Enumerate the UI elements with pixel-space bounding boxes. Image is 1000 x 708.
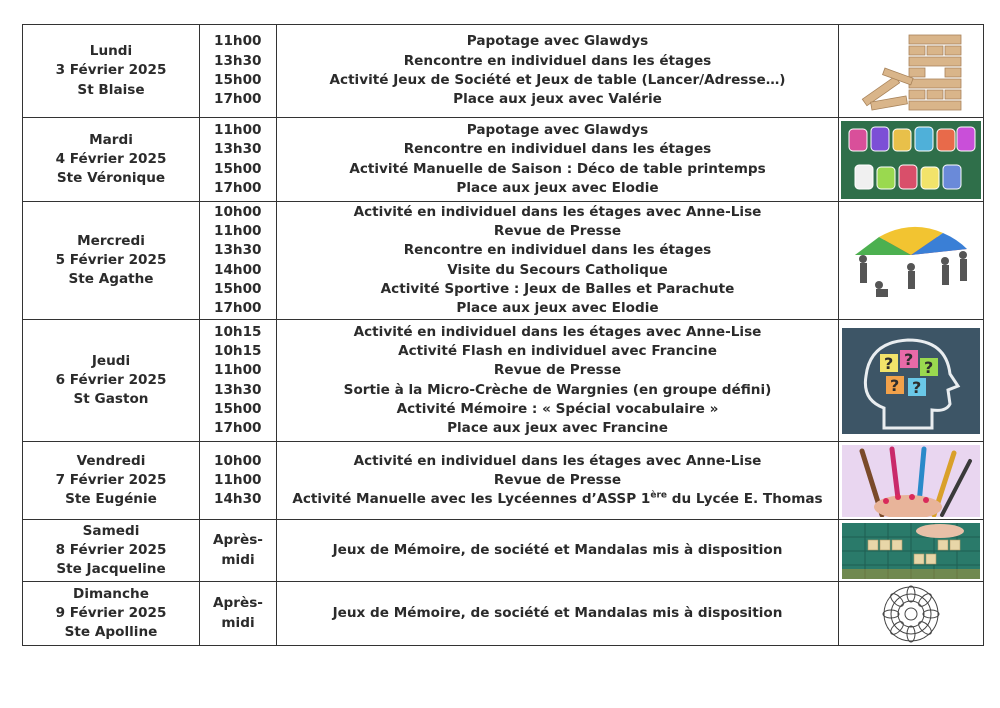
day-saint: Ste Eugénie — [65, 491, 157, 508]
table-row — [23, 442, 984, 520]
day-name: Samedi — [82, 522, 140, 539]
time-slot: 13h30 — [214, 381, 262, 398]
day-date: 4 Février 2025 — [55, 150, 167, 167]
activity-item: Revue de Presse — [493, 471, 622, 488]
time-slot: 17h00 — [214, 91, 262, 108]
time-slot: 15h00 — [214, 160, 262, 177]
times-cell — [200, 520, 277, 582]
time-slot: Après- — [213, 532, 263, 549]
time-slot: 13h30 — [214, 242, 262, 259]
activity-item: Jeux de Mémoire, de société et Mandalas mis à disposition — [332, 604, 783, 621]
day-cell — [23, 442, 200, 520]
day-saint: St Blaise — [77, 81, 145, 98]
head-question-marks-illustration — [842, 328, 980, 434]
day-saint: Ste Apolline — [64, 624, 158, 641]
image-cell — [839, 520, 984, 582]
time-slot: 10h00 — [214, 203, 262, 220]
activity-text: du Lycée E. Thomas — [667, 491, 823, 508]
activity-item: Revue de Presse — [493, 362, 622, 379]
parachute-game-photo — [849, 215, 973, 307]
times-cell — [200, 582, 277, 646]
activity-text: Activité Manuelle avec les Lycéennes d’ASSP 1 — [292, 491, 651, 508]
jenga-blocks-photo — [853, 29, 969, 113]
time-slot: 10h00 — [214, 452, 262, 469]
image-cell — [839, 442, 984, 520]
activity-item: Activité Jeux de Société et Jeux de table (Lancer/Adresse…) — [329, 72, 786, 88]
activity-item: Rencontre en individuel dans les étages — [403, 242, 712, 259]
time-slot: 11h00 — [214, 471, 262, 488]
activities-cell — [277, 520, 839, 582]
activity-item: Place aux jeux avec Elodie — [456, 179, 659, 196]
activity-item: Activité Sportive : Jeux de Balles et Parachute — [380, 280, 735, 297]
day-cell — [23, 118, 200, 202]
table-row — [23, 520, 984, 582]
table-row — [23, 582, 984, 646]
day-date: 5 Février 2025 — [55, 251, 167, 268]
paint-brushes-photo — [842, 445, 980, 517]
activity-item: Revue de Presse — [493, 222, 622, 239]
time-slot: 17h00 — [214, 179, 262, 196]
activity-item: Place aux jeux avec Elodie — [456, 300, 659, 317]
image-cell — [839, 25, 984, 118]
image-cell — [839, 582, 984, 646]
schedule-table — [22, 24, 984, 646]
activity-item: Activité Flash en individuel avec Francine — [398, 342, 717, 359]
activity-item: Jeux de Mémoire, de société et Mandalas mis à disposition — [332, 541, 783, 558]
day-saint: St Gaston — [73, 391, 149, 408]
day-date: 3 Février 2025 — [55, 62, 167, 79]
table-row — [23, 320, 984, 442]
image-cell — [839, 118, 984, 202]
activity-item: Place aux jeux avec Valérie — [453, 91, 662, 108]
image-cell — [839, 202, 984, 320]
times-cell — [200, 118, 277, 202]
activity-item — [277, 490, 838, 509]
times-cell — [200, 25, 277, 118]
time-slot: midi — [221, 614, 255, 631]
time-slot: 14h00 — [214, 261, 262, 278]
time-slot: 11h00 — [214, 33, 262, 50]
time-slot: 13h30 — [214, 141, 262, 158]
svg-text:?: ? — [884, 353, 894, 373]
activity-item: Activité en individuel dans les étages avec Anne-Lise — [353, 323, 762, 340]
day-saint: Ste Véronique — [56, 170, 166, 187]
day-name: Jeudi — [91, 352, 131, 369]
time-slot: 11h00 — [214, 222, 262, 239]
day-cell — [23, 25, 200, 118]
day-cell — [23, 520, 200, 582]
decorated-jars-photo — [841, 121, 981, 199]
activities-cell — [277, 25, 839, 118]
activity-item: Activité en individuel dans les étages avec Anne-Lise — [353, 203, 762, 220]
day-name: Lundi — [89, 43, 133, 60]
time-slot: 13h30 — [214, 52, 262, 69]
day-date: 7 Février 2025 — [55, 471, 167, 488]
activity-item: Place aux jeux avec Francine — [447, 420, 668, 437]
time-slot: 11h00 — [214, 121, 262, 138]
activities-cell — [277, 118, 839, 202]
table-row — [23, 118, 984, 202]
superscript: ère — [650, 490, 668, 501]
scrabble-board-photo — [842, 523, 980, 579]
day-saint: Ste Agathe — [68, 271, 154, 288]
activity-item: Activité Manuelle de Saison : Déco de table printemps — [349, 160, 766, 177]
svg-text:?: ? — [912, 377, 922, 397]
activities-cell — [277, 442, 839, 520]
day-name: Mardi — [89, 131, 133, 148]
time-slot: 10h15 — [214, 342, 262, 359]
time-slot: 15h00 — [214, 72, 262, 88]
day-date: 6 Février 2025 — [55, 371, 167, 388]
day-cell — [23, 320, 200, 442]
times-cell — [200, 202, 277, 320]
time-slot: 14h30 — [214, 491, 262, 508]
day-date: 8 Février 2025 — [55, 541, 167, 558]
activities-cell — [277, 202, 839, 320]
times-cell — [200, 320, 277, 442]
activity-item: Sortie à la Micro-Crèche de Wargnies (en groupe défini) — [343, 381, 772, 398]
activity-item: Visite du Secours Catholique — [447, 261, 668, 278]
activity-item: Rencontre en individuel dans les étages — [403, 141, 712, 158]
time-slot: 17h00 — [214, 300, 262, 317]
activity-item: Activité en individuel dans les étages avec Anne-Lise — [353, 452, 762, 469]
activities-cell — [277, 320, 839, 442]
day-cell — [23, 202, 200, 320]
time-slot: 11h00 — [214, 362, 262, 379]
table-row — [23, 202, 984, 320]
day-name: Dimanche — [73, 585, 149, 602]
activity-item: Activité Mémoire : « Spécial vocabulaire » — [396, 400, 719, 417]
activity-item: Rencontre en individuel dans les étages — [403, 52, 712, 69]
day-cell — [23, 582, 200, 646]
image-cell — [839, 320, 984, 442]
svg-text:?: ? — [890, 375, 900, 395]
activity-item: Papotage avec Glawdys — [466, 33, 649, 50]
time-slot: 10h15 — [214, 323, 262, 340]
day-saint: Ste Jacqueline — [56, 561, 166, 578]
svg-text:?: ? — [904, 349, 914, 369]
time-slot: midi — [221, 551, 255, 568]
times-cell — [200, 442, 277, 520]
day-name: Vendredi — [76, 452, 146, 469]
time-slot: 15h00 — [214, 400, 262, 417]
day-date: 9 Février 2025 — [55, 604, 167, 621]
time-slot: 17h00 — [214, 420, 262, 437]
time-slot: 15h00 — [214, 280, 262, 297]
day-name: Mercredi — [77, 232, 145, 249]
time-slot: Après- — [213, 595, 263, 612]
activities-cell — [277, 582, 839, 646]
table-row — [23, 25, 984, 118]
mandala-drawing — [871, 584, 951, 644]
activity-item: Papotage avec Glawdys — [466, 121, 649, 138]
svg-text:?: ? — [924, 357, 934, 377]
